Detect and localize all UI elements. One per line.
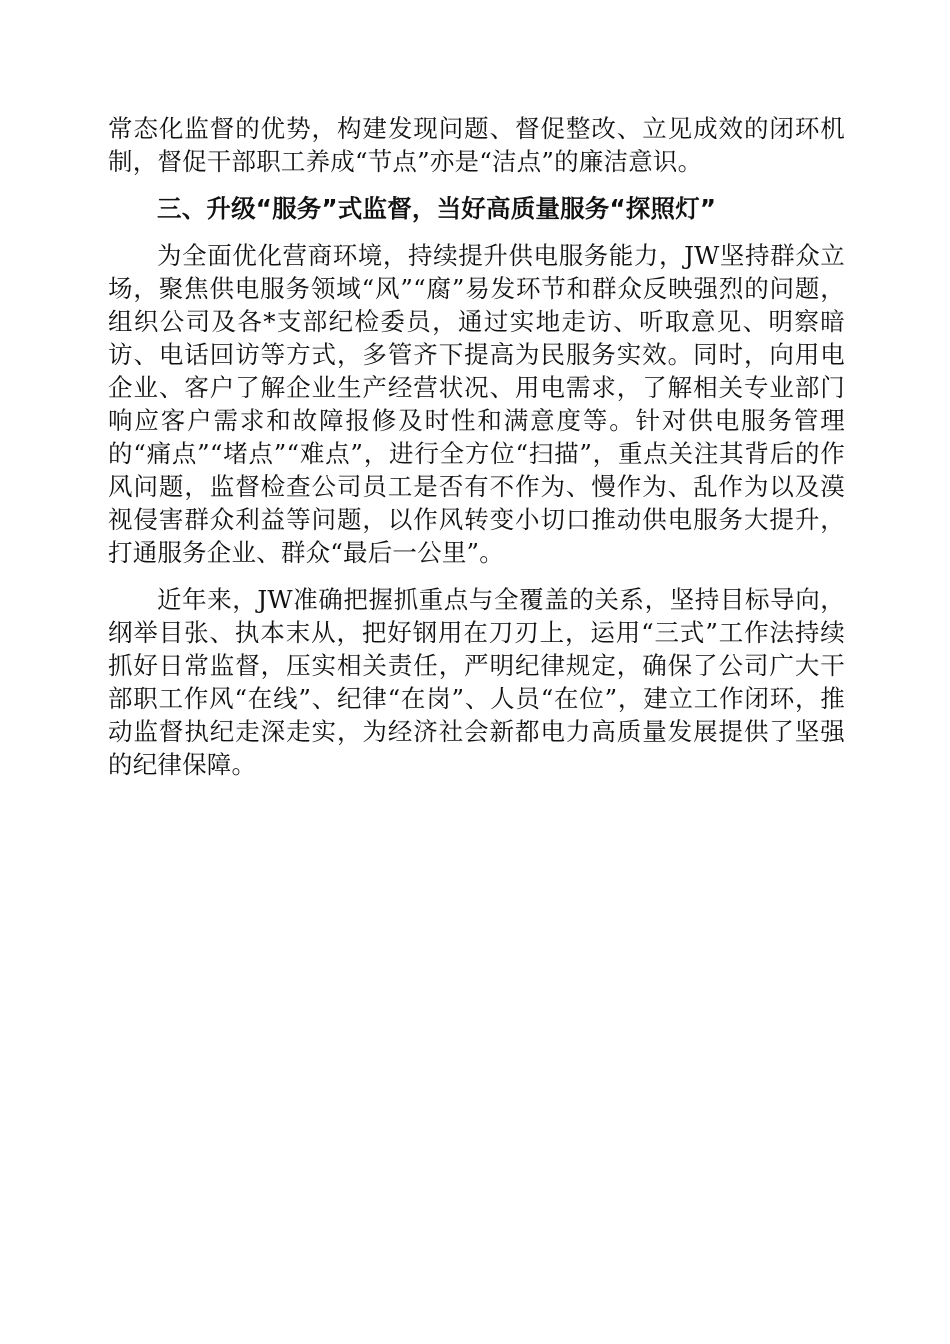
paragraph-body-summary: 近年来，JW准确把握抓重点与全覆盖的关系，坚持目标导向，纲举目张、执本末从，把好钢用在刀刃上，运用“三式”工作法持续抓好日常监督，压实相关责任，严明纪律规定，确保了公司广大干部职工作风“在线”、纪律“在岗”、人员“在位”，建立工作闭环，推动监督执纪走深走实，为经济社会新都电力高质量发展提供了坚强的纪律保障。	[108, 585, 845, 779]
section-heading: 三、升级“服务”式监督，当好高质量服务“探照灯”	[157, 194, 717, 223]
paragraph-continuation: 常态化监督的优势，构建发现问题、督促整改、立见成效的闭环机制，督促干部职工养成“节点”亦是“洁点”的廉洁意识。	[108, 114, 845, 176]
document-page	[108, 112, 845, 795]
paragraph-body-service: 为全面优化营商环境，持续提升供电服务能力，JW坚持群众立场，聚焦供电服务领域“风”“腐”易发环节和群众反映强烈的问题，组织公司及各*支部纪检委员，通过实地走访、听取意见、明察暗访、电话回访等方式，多管齐下提高为民服务实效。同时，向用电企业、客户了解企业生产经营状况、用电需求，了解相关专业部门响应客户需求和故障报修及时性和满意度等。针对供电服务管理的“痛点”“堵点”“难点”，进行全方位“扫描”，重点关注其背后的作风问题，监督检查公司员工是否有不作为、慢作为、乱作为以及漠视侵害群众利益等问题，以作风转变小切口推动供电服务大提升，打通服务企业、群众“最后一公里”。	[108, 241, 845, 567]
